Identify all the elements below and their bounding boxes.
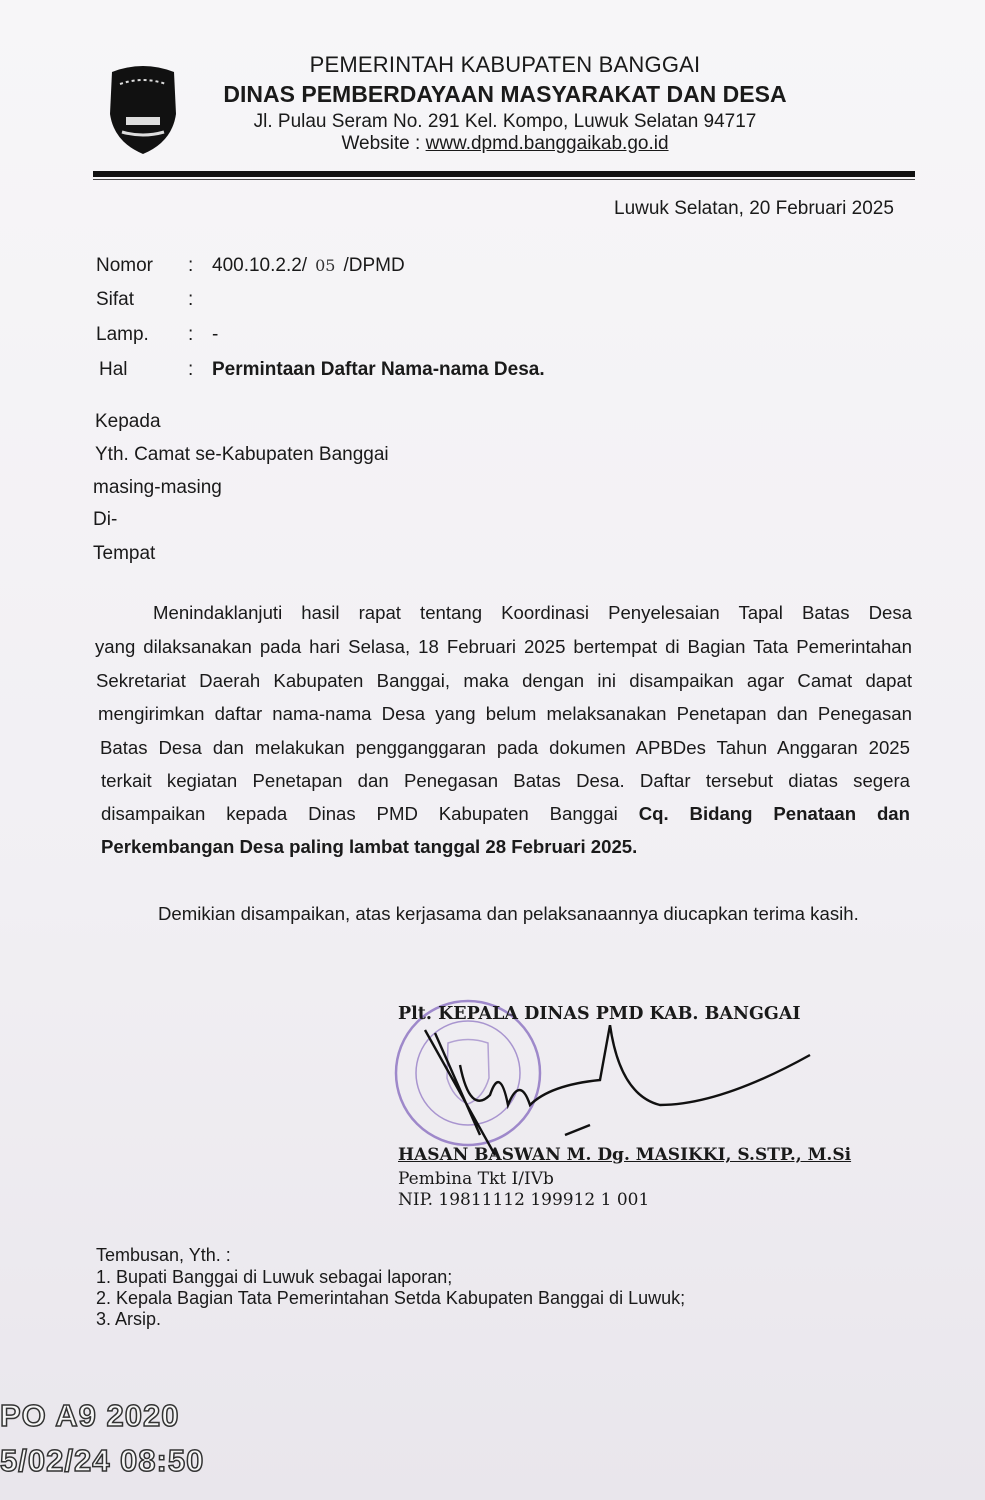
meta-label: Hal [99, 359, 128, 380]
camera-timestamp-watermark: 5/02/24 08:50 [0, 1443, 205, 1478]
header-divider [93, 171, 915, 177]
body-line: yang dilaksanakan pada hari Selasa, 18 Februari 2025 bertempat di Bagian Tata Pemerintahan [95, 636, 912, 657]
closing-sentence: Demikian disampaikan, atas kerjasama dan pelaksanaannya diucapkan terima kasih. [158, 903, 859, 924]
letter-date: Luwuk Selatan, 20 Februari 2025 [614, 198, 894, 219]
recipient-line: Yth. Camat se-Kabupaten Banggai [95, 444, 389, 465]
signatory-title: Plt. KEPALA DINAS PMD KAB. BANGGAI [398, 1004, 801, 1024]
letterhead-address: Jl. Pulau Seram No. 291 Kel. Kompo, Luwuk Selatan 94717 [253, 111, 757, 132]
letterhead-website [0, 133, 985, 155]
cc-item: 3. Arsip. [96, 1309, 162, 1329]
recipient-line: Kepada [95, 411, 161, 432]
recipient-line: Di- [93, 509, 118, 530]
header-divider-thin [93, 179, 915, 180]
signatory-nip: NIP. 19811112 199912 1 001 [398, 1190, 650, 1210]
body-line: Batas Desa dan melakukan pengganggaran pada dokumen APBDes Tahun Anggaran 2025 [100, 737, 910, 758]
meta-suffix: /DPMD [343, 255, 405, 276]
recipient-line: masing-masing [93, 477, 222, 498]
meta-hal: Hal : Permintaan Daftar Nama-nama Desa. [96, 359, 545, 381]
signatory-rank: Pembina Tkt I/IVb [398, 1169, 554, 1189]
meta-value: Permintaan Daftar Nama-nama Desa. [212, 359, 545, 380]
meta-value: 400.10.2.2/ [212, 255, 308, 276]
meta-lamp: Lamp. : - [96, 324, 219, 345]
body-line: mengirimkan daftar nama-nama Desa yang belum melaksanakan Penetapan dan Penegasan [98, 703, 912, 724]
website-label: Website : [341, 133, 426, 154]
body-line: Menindaklanjuti hasil rapat tentang Koordinasi Penyelesaian Tapal Batas Desa [153, 602, 912, 623]
letterhead-government: PEMERINTAH KABUPATEN BANGGAI [309, 52, 701, 77]
handwritten-number: 05 [315, 256, 336, 275]
signatory-name: HASAN BASWAN M. Dg. MASIKKI, S.STP., M.Si [398, 1145, 852, 1165]
meta-label: Sifat [96, 289, 135, 310]
body-line: disampaikan kepada Dinas PMD Kabupaten Banggai Cq. Bidang Penataan dan [101, 803, 910, 824]
meta-label: Lamp. [96, 324, 149, 345]
recipient-line: Tempat [93, 543, 156, 564]
meta-sifat: Sifat : [96, 289, 194, 310]
meta-label: Nomor [96, 255, 154, 276]
body-line: Perkembangan Desa paling lambat tanggal 28 Februari 2025. [101, 836, 638, 857]
body-line: Sekretariat Daerah Kabupaten Banggai, maka dengan ini disampaikan agar Camat dapat [96, 670, 912, 691]
website-link[interactable]: www.dpmd.banggaikab.go.id [425, 133, 669, 154]
meta-nomor: Nomor : 400.10.2.2/ 05 /DPMD [96, 255, 405, 276]
body-line: terkait kegiatan Penetapan dan Penegasan Batas Desa. Daftar tersebut diatas segera [101, 770, 910, 791]
camera-device-watermark: PO A9 2020 [0, 1398, 180, 1433]
letterhead-agency: DINAS PEMBERDAYAAN MASYARAKAT DAN DESA [223, 81, 787, 107]
cc-title: Tembusan, Yth. : [96, 1245, 231, 1265]
cc-item: 2. Kepala Bagian Tata Pemerintahan Setda Kabupaten Banggai di Luwuk; [96, 1288, 686, 1308]
handwritten-signature [420, 1025, 820, 1165]
cc-item: 1. Bupati Banggai di Luwuk sebagai laporan; [96, 1267, 453, 1287]
meta-value: - [212, 324, 219, 345]
